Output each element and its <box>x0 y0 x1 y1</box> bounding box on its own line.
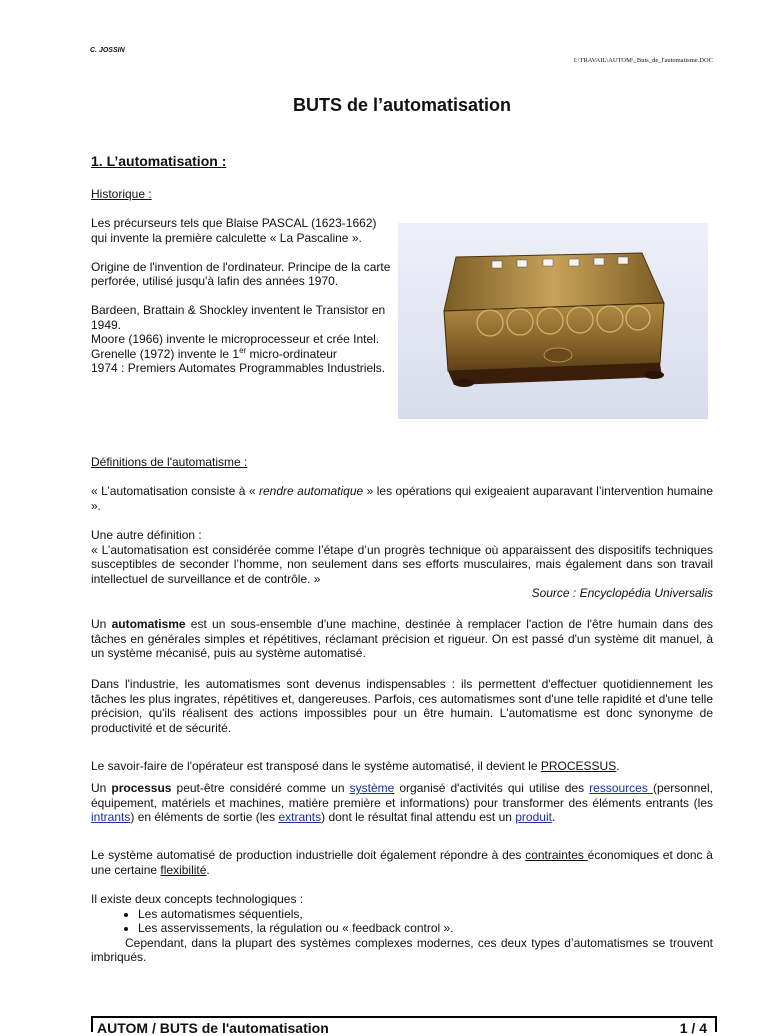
concepts-list <box>91 907 713 936</box>
link-systeme[interactable]: système <box>349 781 395 795</box>
definition-2 <box>91 528 713 601</box>
historique-label: Historique : <box>91 187 152 201</box>
link-extrants[interactable]: extrants <box>278 810 322 824</box>
processus-term: PROCESSUS <box>540 759 617 773</box>
list-item: • Les asservissements, la régulation ou « feedback control ». <box>138 921 713 936</box>
concepts-intro: Il existe deux concepts technologiques : <box>91 892 304 906</box>
link-produit[interactable]: produit <box>515 810 552 824</box>
footer-page-number: 1 / 4 <box>679 1020 707 1036</box>
systeme-paragraph: Le système automatisé de production industrielle doit également répondre à des contraintes économiques et donc à une certaine flexibilité. <box>91 848 713 877</box>
definition-1: « L’automatisation consiste à « rendre automatique » les opérations qui exigeaient auparavant l’intervention humaine ». <box>91 484 714 513</box>
footer-title: AUTOM / BUTS de l'automatisation <box>97 1020 329 1036</box>
processus-paragraph: Un processus peut-être considéré comme un système organisé d'activités qui utilise des ressources (personnel, équipement, matériels et machines, matière première et informations) pour transformer des éléments entrants (les intrants) en éléments de sortie (les extrants) dont le résultat final attendu est un produit. <box>91 781 713 824</box>
historique-text <box>91 216 391 376</box>
concepts-conclusion: Cependant, dans la plupart des systèmes complexes modernes, ces deux types d’automatismes se trouvent imbriqués. <box>91 935 713 964</box>
list-item: • Les automatismes séquentiels, <box>138 907 713 922</box>
section-heading: 1. L’automatisation : <box>91 153 227 169</box>
concepts-block <box>91 892 713 965</box>
historique-paragraph: Grenelle (1972) invente le 1er micro-ordinateur <box>91 345 337 361</box>
historique-paragraph: 1974 : Premiers Automates Programmables Industriels. <box>91 361 386 375</box>
savoir-faire-paragraph: Le savoir-faire de l'opérateur est transposé dans le système automatisé, il devient le PROCESSUS. <box>91 759 620 773</box>
pascaline-photo <box>398 223 708 419</box>
link-ressources[interactable]: ressources <box>589 781 653 795</box>
industrie-paragraph: Dans l'industrie, les automatismes sont devenus indispensables : ils permettent d'effectuer quotidiennement les tâches les plus ingrates, répétitives et, dangereuses. Parfois, ces automatismes sont d'une telle rapidité et d'une telle précision, qu'ils réalisent des actions impossibles pour un être humain. L'automatisme est donc synonyme de productivité et de sécurité. <box>91 677 713 735</box>
page-title: BUTS de l’automatisation <box>292 95 512 115</box>
definitions-label: Définitions de l'automatisme : <box>91 455 248 469</box>
page-footer <box>91 1016 717 1036</box>
source: Source : Encyclopédia Universalis <box>531 586 713 600</box>
automatisme-paragraph: Un automatisme est un sous-ensemble d'une machine, destinée à remplacer l'action de l'être humain dans des tâches en générales simples et répétitives, réclamant précision et rigueur. On est passé d'un système dit manuel, à un système mécanisé, puis au système automatisé. <box>91 617 713 660</box>
historique-paragraph: Moore (1966) invente le microprocesseur et crée Intel. <box>91 332 380 346</box>
definition-2-text: « L’automatisation est considérée comme l’étape d’un progrès technique où apparaissent des dispositifs techniques susceptibles de seconder l’homme, non seulement dans ses efforts musculaires, mais également dans son travail intellectuel de surveillance et de contrôle. » <box>91 542 713 586</box>
link-intrants[interactable]: intrants <box>91 810 131 824</box>
author: C. JOSSIN <box>90 47 125 54</box>
historique-paragraph: Origine de l'invention de l'ordinateur. Principe de la carte perforée, utilisé jusqu'à lafin des années 1970. <box>91 259 391 288</box>
file-path: I:\TRAVAIL\AUTOM\_Buts_de_l'automatisme.DOC <box>573 57 713 64</box>
autre-definition-label: Une autre définition : <box>91 528 202 542</box>
historique-paragraph: Bardeen, Brattain & Shockley inventent le Transistor en 1949. <box>91 303 386 332</box>
historique-paragraph: Les précurseurs tels que Blaise PASCAL (1623-1662) qui invente la première calculette « La Pascaline ». <box>91 216 377 245</box>
